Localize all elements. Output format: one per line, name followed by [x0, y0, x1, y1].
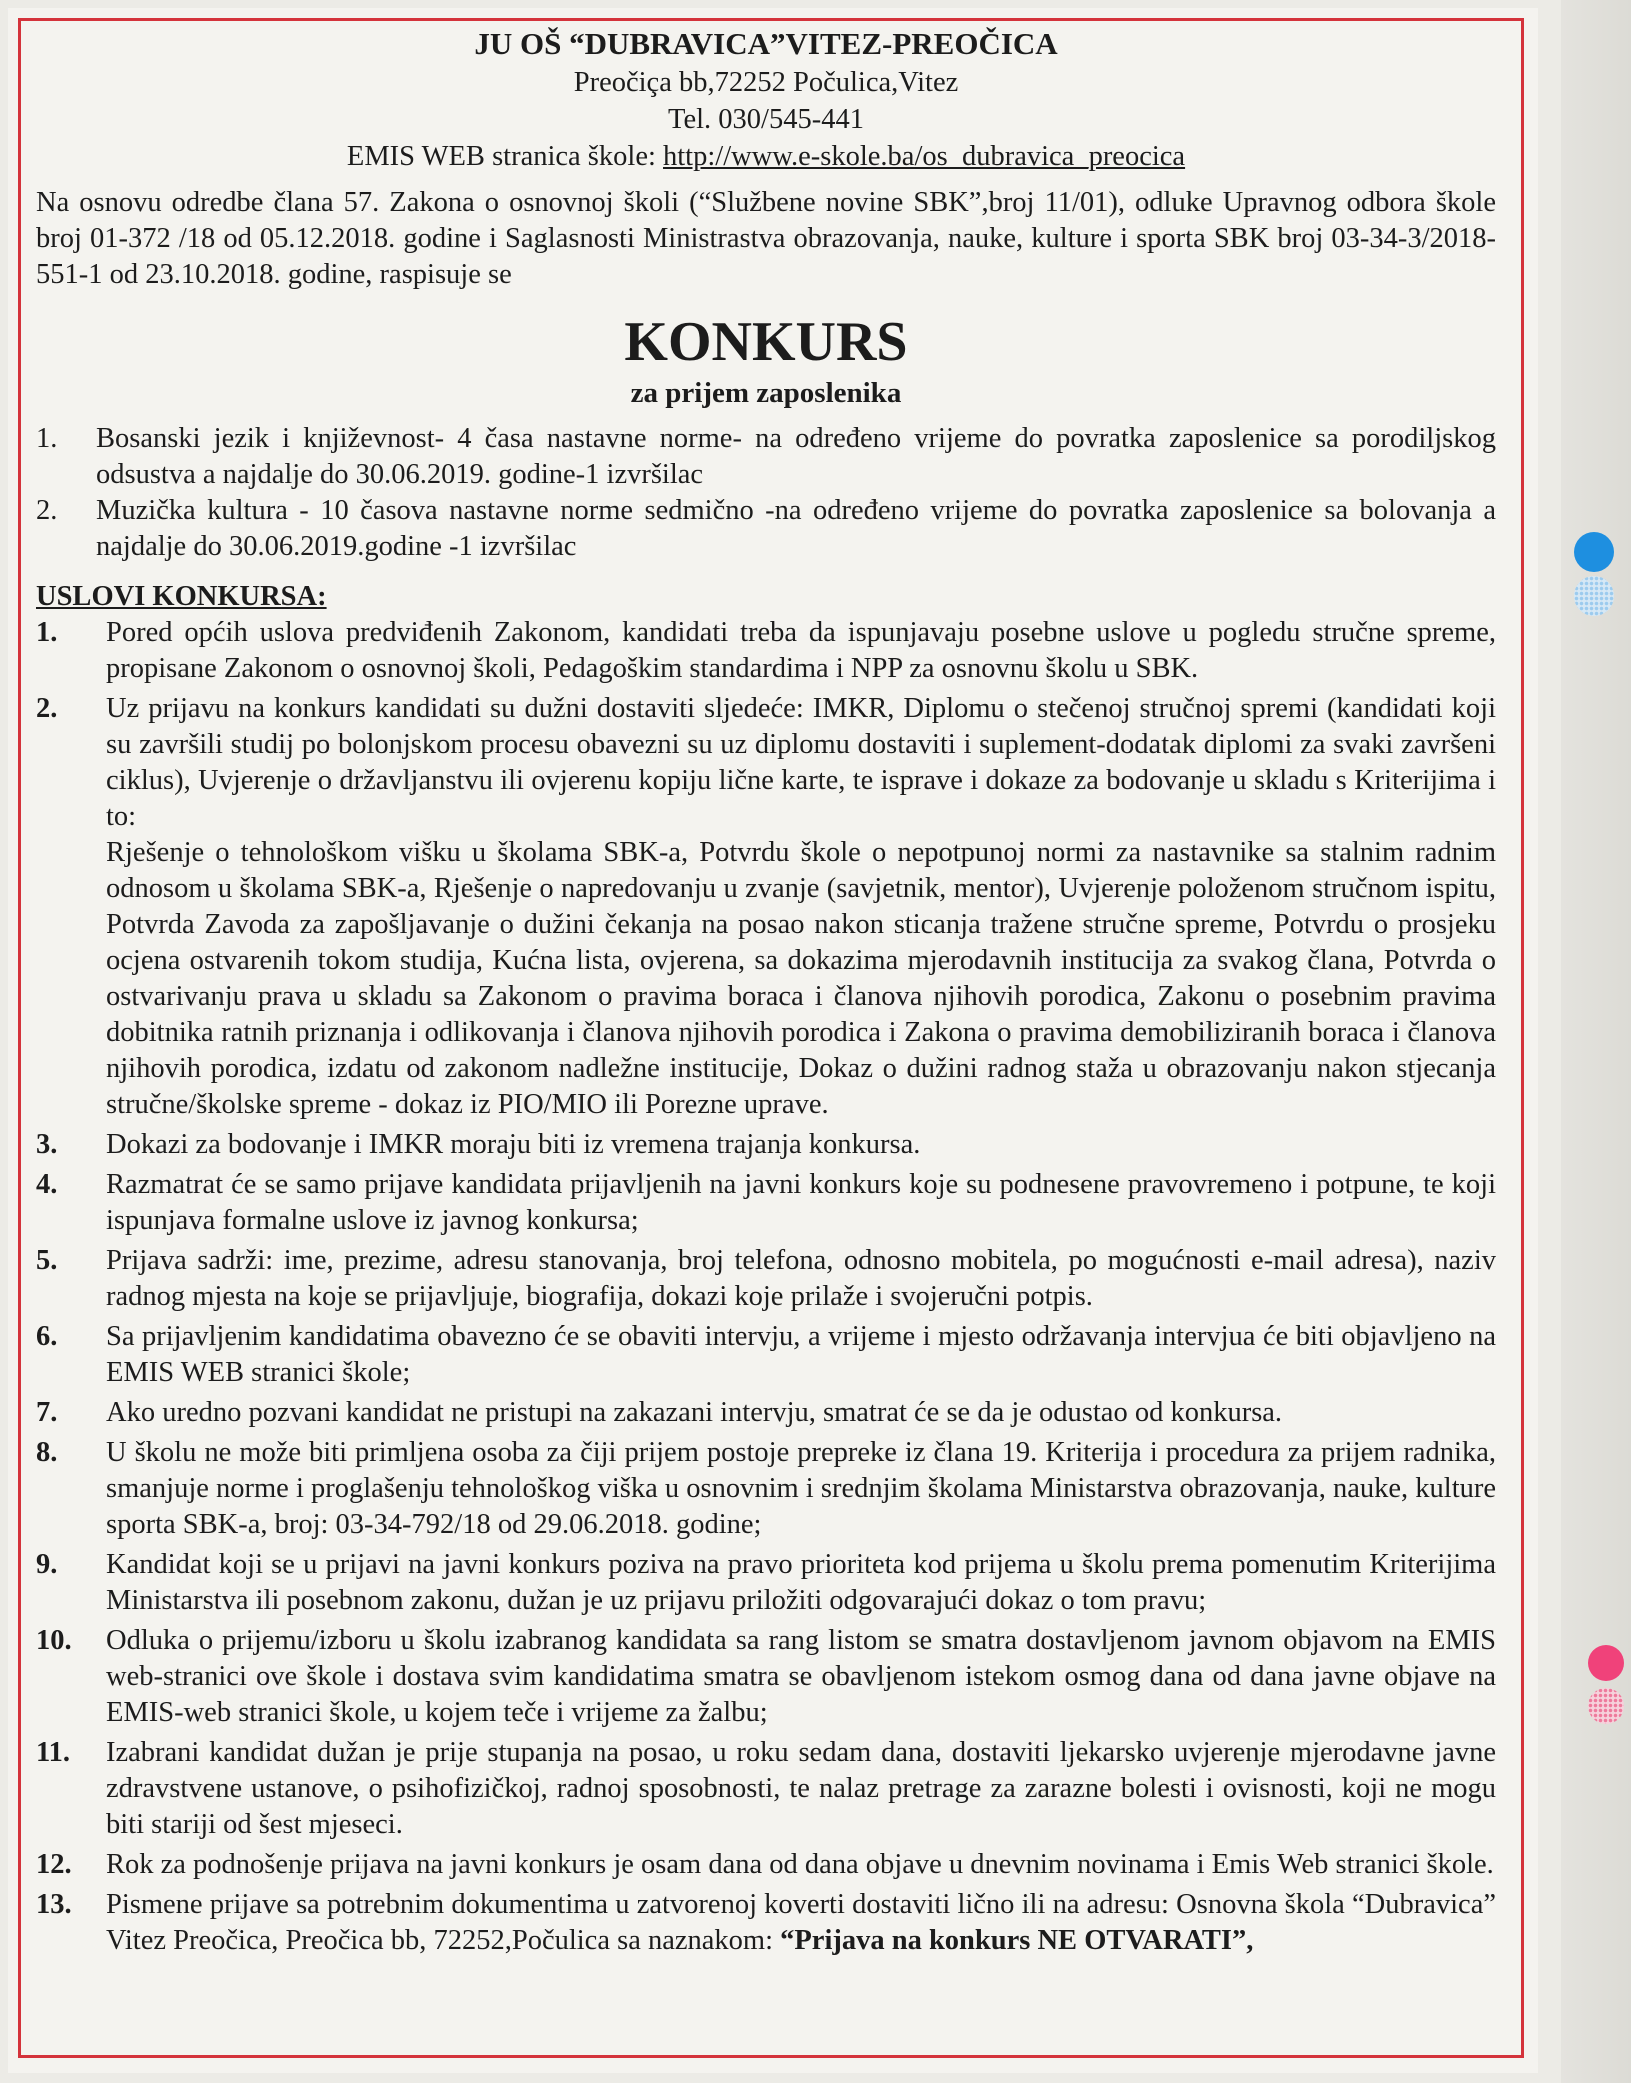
positions-list — [36, 421, 1496, 565]
item-text: Razmatrat će se samo prijave kandidata prijavljenih na javni konkurs koje su podnesene pravovremeno i potpune, te koji ispunjava formalne uslove iz javnog konkursa; — [106, 1169, 1496, 1236]
item-number: 1. — [36, 423, 58, 454]
item-text: Pismene prijave sa potrebnim dokumentima u zatvorenoj koverti dostaviti lično ili na adresu: Osnovna škola “Dubravica” Vitez Preočica, Preočica bb, 72252,Počulica sa naznakom: — [106, 1889, 1496, 1956]
conditions-list — [36, 615, 1496, 1959]
item-number: 10. — [36, 1625, 72, 1656]
conditions-heading: USLOVI KONKURSA: — [36, 581, 327, 612]
item-number: 2. — [36, 693, 58, 724]
item-text: Bosanski jezik i književnost- 4 časa nastavne norme- na određeno vrijeme do povratka zaposlenice sa porodiljskog odsustva a najdalje do 30.06.2019. godine-1 izvršilac — [96, 423, 1496, 490]
school-website — [36, 138, 1496, 175]
item-number: 6. — [36, 1321, 58, 1352]
list-item — [36, 1243, 1496, 1315]
intro-paragraph: Na osnovu odredbe člana 57. Zakona o osnovnoj školi (“Službene novine SBK”,broj 11/01), odluke Upravnog odbora škole broj 01-372 /18 od 05.12.2018. godine i Saglasnosti Ministrastva obrazovanja, nauke, kulture i sporta SBK broj 03-34-3/2018-551-1 od 23.10.2018. godine, raspisuje se — [36, 187, 1496, 290]
item-text: Rok za podnošenje prijava na javni konkurs je osam dana od dana objave u dnevnim novinama i Emis Web stranici škole. — [106, 1849, 1494, 1880]
list-item — [36, 615, 1496, 687]
document-title: KONKURS — [624, 311, 908, 373]
item-number: 7. — [36, 1397, 58, 1428]
item-text-continued: Rješenje o tehnološkom višku u školama SBK-a, Potvrdu škole o nepotpunoj normi za nastavnike sa stalnim radnim odnosom u školama SBK-a, Rješenje o napredovanju u zvanje (savjetnik, mentor), Uvjerenje položenom stručnom ispitu, Potvrda Zavoda za zapošljavanje o dužini čekanja na posao nakon sticanja tražene stručne spreme, Potvrdu o prosjeku ocjena ostvarenih tokom studija, Kućna lista, ovjerena, sa dokazima mjerodavnih institucija za svakog člana, Potvrda o ostvarivanju prava u skladu sa Zakonom o pravima boraca i članova njihovih porodica, Zakonu o posebnim pravima dobitnika ratnih priznanja i odlikovanja i članova njihovih porodica i Zakona o pravima demobiliziranih boraca i članova njihovih porodica, izdatu od zakonom nadležne institucije, Dokaz o dužini radnog staža u obrazovanju nakon stjecanja stručne/školske spreme - dokaz iz PIO/MIO ili Porezne uprave. — [106, 837, 1496, 1120]
document-subtitle: za prijem zaposlenika — [630, 377, 902, 409]
list-item — [36, 1887, 1496, 1959]
list-item — [36, 1167, 1496, 1239]
item-text: U školu ne može biti primljena osoba za čiji prijem postoje prepreke iz člana 19. Kriterija i procedura za prijem radnika, smanjuje norme i proglašenju tehnološkog viška u osnovnim i srednjim školama Ministarstva obrazovanja, nauke, kulture sporta SBK-a, broj: 03-34-792/18 od 29.06.2018. godine; — [106, 1437, 1496, 1540]
item-number: 9. — [36, 1549, 58, 1580]
list-item — [36, 1547, 1496, 1619]
item-text: Dokazi za bodovanje i IMKR moraju biti iz vremena trajanja konkursa. — [106, 1129, 921, 1160]
item-text: Kandidat koji se u prijavi na javni konkurs poziva na pravo prioriteta kod prijema u školu prema pomenutim Kriterijima Ministarstva ili posebnom zakonu, dužan je uz prijavu priložiti odgovarajući dokaz o tom pravu; — [106, 1549, 1496, 1616]
item-number: 13. — [36, 1889, 72, 1920]
item-text: Sa prijavljenim kandidatima obavezno će se obaviti intervju, a vrijeme i mjesto održavanja intervjua će biti objavljeno na EMIS WEB stranici škole; — [106, 1321, 1496, 1388]
item-text: Uz prijavu na konkurs kandidati su dužni dostaviti sljedeće: IMKR, Diplomu o stečenoj stručnoj spremi (kandidati koji su završili studij po bolonjskom procesu obavezni su uz diplomu dostaviti i suplement-dodatak diplomi za svaki završeni ciklus), Uvjerenje o državljanstvu ili ovjerenu kopiju lične karte, te isprave i dokaze za bodovanje u skladu s Kriterijima i to: — [106, 693, 1496, 832]
list-item — [36, 1127, 1496, 1163]
list-item — [36, 1395, 1496, 1431]
item-text: Prijava sadrži: ime, prezime, adresu stanovanja, broj telefona, odnosno mobitela, po mogućnosti e-mail adresa), naziv radnog mjesta na koje se prijavljuje, biografija, dokazi koje prilaže i svojeručni potpis. — [106, 1245, 1496, 1312]
list-item — [36, 421, 1496, 493]
list-item — [36, 493, 1496, 565]
item-number: 2. — [36, 495, 58, 526]
list-item — [36, 1435, 1496, 1543]
school-address: Preočiça bb,72252 Počulica,Vitez — [573, 67, 959, 98]
item-number: 11. — [36, 1737, 71, 1768]
item-text: Izabrani kandidat dužan je prije stupanja na posao, u roku sedam dana, dostaviti ljekarsko uvjerenje mjerodavne javne zdravstvene ustanove, o psihofizičkoj, radnoj sposobnosti, te nalaz pretrage za zarazne bolesti i ovisnosti, koji ne mogu biti stariji od šest mjeseci. — [106, 1737, 1496, 1840]
item-text: Ako uredno pozvani kandidat ne pristupi na zakazani intervju, smatrat će se da je odustao od konkursa. — [106, 1397, 1283, 1428]
magenta-registration-dot — [1588, 1645, 1624, 1681]
blue-registration-dot — [1574, 532, 1614, 572]
magenta-halftone-dot — [1588, 1688, 1624, 1724]
background-page-edge — [1561, 0, 1631, 2083]
school-phone: Tel. 030/545-441 — [668, 104, 864, 135]
blue-halftone-dot — [1574, 576, 1614, 616]
list-item — [36, 1319, 1496, 1391]
item-text: Odluka o prijemu/izboru u školu izabranog kandidata sa rang listom se smatra dostavljenom javnom objavom na EMIS web-stranici ove škole i dostava svim kandidatima smatra se obavljenom istekom osmog dana od dana javne objave na EMIS-web stranici škole, u kojem teče i vrijeme za žalbu; — [106, 1625, 1496, 1728]
school-name: JU OŠ “DUBRAVICA”VITEZ-PREOČICA — [474, 26, 1058, 61]
item-number: 8. — [36, 1437, 58, 1468]
item-text: Pored općih uslova predviđenih Zakonom, kandidati treba da ispunjavaju posebne uslove u pogledu stručne spreme, propisane Zakonom o osnovnoj školi, Pedagoškim standardima i NPP za osnovnu školu u SBK. — [106, 617, 1496, 684]
item-emphasis: “Prijava na konkurs NE OTVARATI”, — [780, 1925, 1254, 1956]
item-number: 3. — [36, 1129, 58, 1160]
item-number: 5. — [36, 1245, 58, 1276]
website-label: EMIS WEB stranica škole: — [346, 141, 664, 172]
document-page — [8, 8, 1538, 2073]
item-number: 12. — [36, 1849, 72, 1880]
list-item — [36, 1847, 1496, 1883]
list-item — [36, 691, 1496, 1123]
item-number: 4. — [36, 1169, 58, 1200]
item-text: Muzička kultura - 10 časova nastavne norme sedmično -na određeno vrijeme do povratka zaposlenice sa bolovanja a najdalje do 30.06.2019.godine -1 izvršilac — [96, 495, 1496, 562]
website-link[interactable]: http://www.e-skole.ba/os_dubravica_preocica — [663, 141, 1186, 172]
document-content — [36, 22, 1496, 1963]
list-item — [36, 1735, 1496, 1843]
letterhead — [36, 24, 1496, 175]
list-item — [36, 1623, 1496, 1731]
item-number: 1. — [36, 617, 58, 648]
